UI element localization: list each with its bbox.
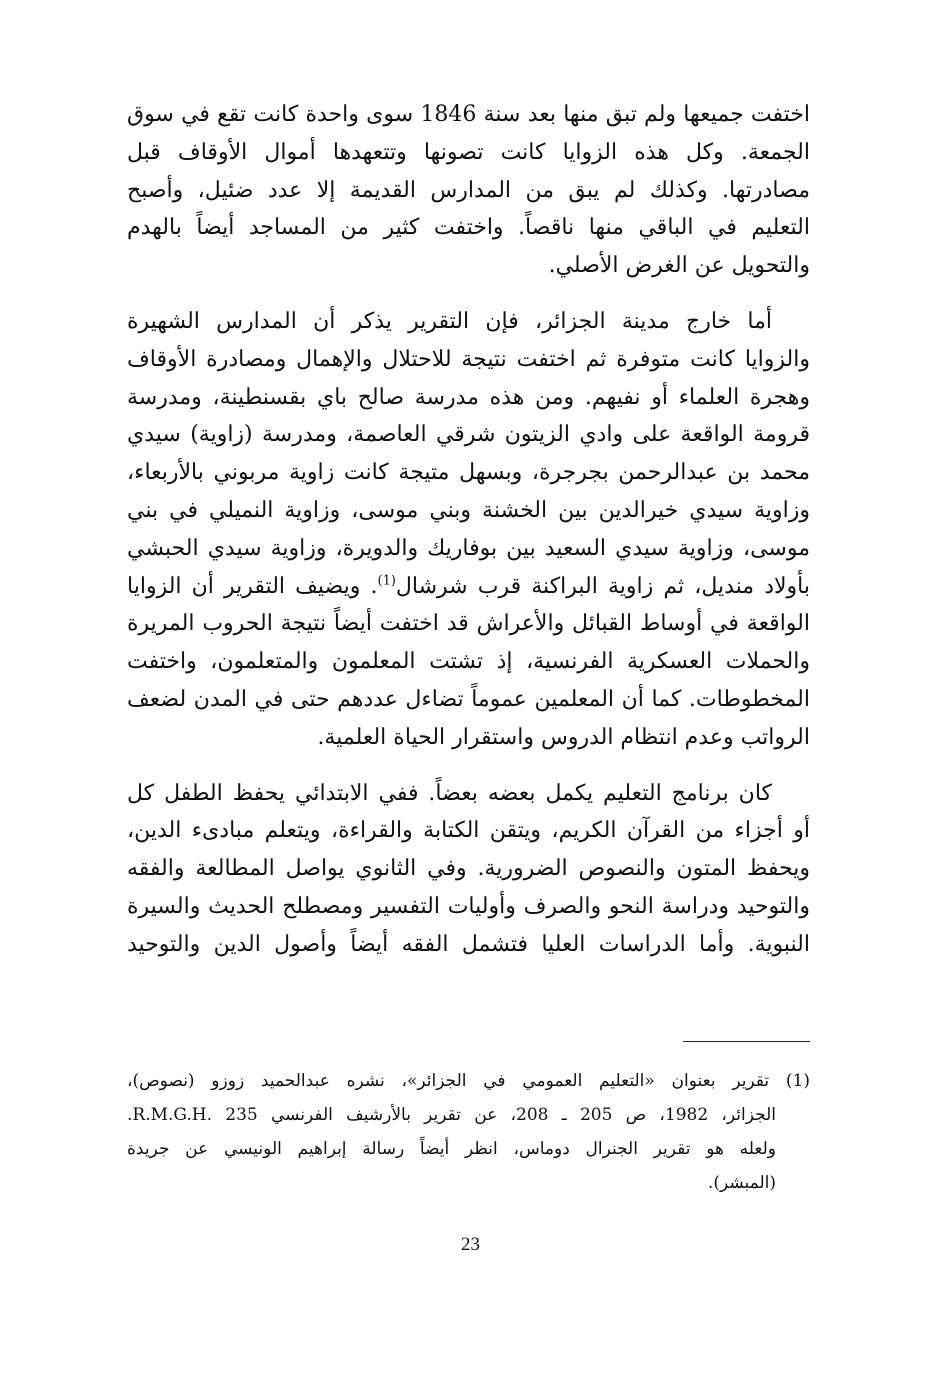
text-segment: . ويضيف التقرير أن الزوايا <box>127 573 378 599</box>
text-line: الرواتب وعدم انتظام الدروس واستقرار الحياة العلمية. <box>317 724 810 750</box>
text-line: والحملات العسكرية الفرنسية، إذ تشتت المعلمون والمتعلمون، واختفت <box>127 649 810 675</box>
text-line: وزاوية سيدي خيرالدين بين الخشنة وبني موسى، وزاوية النميلي في بني <box>127 497 810 523</box>
text-line: موسى، وزاوية سيدي السعيد بين بوفاريك والدويرة، وزاوية سيدي الحبشي <box>127 535 810 561</box>
footnote-marker[interactable]: (1) <box>377 573 396 589</box>
footnote-line: (1) تقرير بعنوان «التعليم العمومي في الجزائر»، نشره عبدالحميد زوزو (نصوص)، <box>127 1071 810 1091</box>
text-line: والتوحيد ودراسة النحو والصرف وأوليات التفسير ومصطلح الحديث والسيرة <box>127 893 810 919</box>
text-line: الجمعة. وكل هذه الزوايا كانت تصونها وتتعهدها أموال الأوقاف قبل <box>127 139 810 165</box>
text-line: محمد بن عبدالرحمن بجرجرة، وبسهل متيجة كانت زاوية مربوني بالأربعاء، <box>127 460 810 486</box>
paragraph-3 <box>127 775 810 964</box>
text-line: قرومة الواقعة على وادي الزيتون شرقي العاصمة، ومدرسة (زاوية) سيدي <box>127 422 810 448</box>
text-line: مصادرتها. وكذلك لم يبق من المدارس القديمة إلا عدد ضئيل، وأصبح <box>127 177 810 203</box>
paragraph-2 <box>127 303 810 757</box>
text-line: النبوية. وأما الدراسات العليا فتشمل الفقه أيضاً وأصول الدين والتوحيد <box>127 931 810 957</box>
text-line: أو أجزاء من القرآن الكريم، ويتقن الكتابة والقراءة، ويتعلم مبادىء الدين، <box>127 818 810 844</box>
footnote-section <box>127 1064 810 1200</box>
footnote-divider <box>683 1041 810 1042</box>
text-line-with-footnote <box>127 568 810 606</box>
text-segment: بأولاد منديل، ثم زاوية البراكنة قرب شرشال <box>395 573 810 599</box>
page-number: 23 <box>461 1234 480 1255</box>
text-line: والتحويل عن الغرض الأصلي. <box>548 253 810 279</box>
text-line: أما خارج مدينة الجزائر، فإن التقرير يذكر أن المدارس الشهيرة <box>127 308 772 334</box>
paragraph-1 <box>127 96 810 285</box>
text-line: التعليم في الباقي منها ناقصاً. واختفت كثير من المساجد أيضاً بالهدم <box>127 215 810 241</box>
footnote-line: (المبشر). <box>707 1173 776 1193</box>
text-line: المخطوطات. كما أن المعلمين عموماً تضاءل عددهم حتى في المدن لضعف <box>127 686 810 712</box>
text-line: كان برنامج التعليم يكمل بعضه بعضاً. ففي الابتدائي يحفظ الطفل كل <box>127 780 772 806</box>
text-line: والزوايا كانت متوفرة ثم اختفت نتيجة للاحتلال والإهمال ومصادرة الأوقاف <box>127 346 810 372</box>
text-line: اختفت جميعها ولم تبق منها بعد سنة 1846 سوى واحدة كانت تقع في سوق <box>127 102 810 127</box>
footnote-line: ولعله هو تقرير الجنرال دوماس، انظر أيضاً رسالة إبراهيم الونيسي عن جريدة <box>127 1139 776 1159</box>
text-line: وهجرة العلماء أو نفيهم. ومن هذه مدرسة صالح باي بقسنطينة، ومدرسة <box>127 384 810 410</box>
footnote-line: الجزائر، 1982، ص 205 ـ 208، عن تقرير بالأرشيف الفرنسي R.M.G.H. 235. <box>127 1105 776 1125</box>
main-text <box>127 96 810 964</box>
text-line: الواقعة في أوساط القبائل والأعراش قد اختفت أيضاً نتيجة الحروب المريرة <box>127 611 810 637</box>
text-line: ويحفظ المتون والنصوص الضرورية. وفي الثانوي يواصل المطالعة والفقه <box>127 856 810 882</box>
